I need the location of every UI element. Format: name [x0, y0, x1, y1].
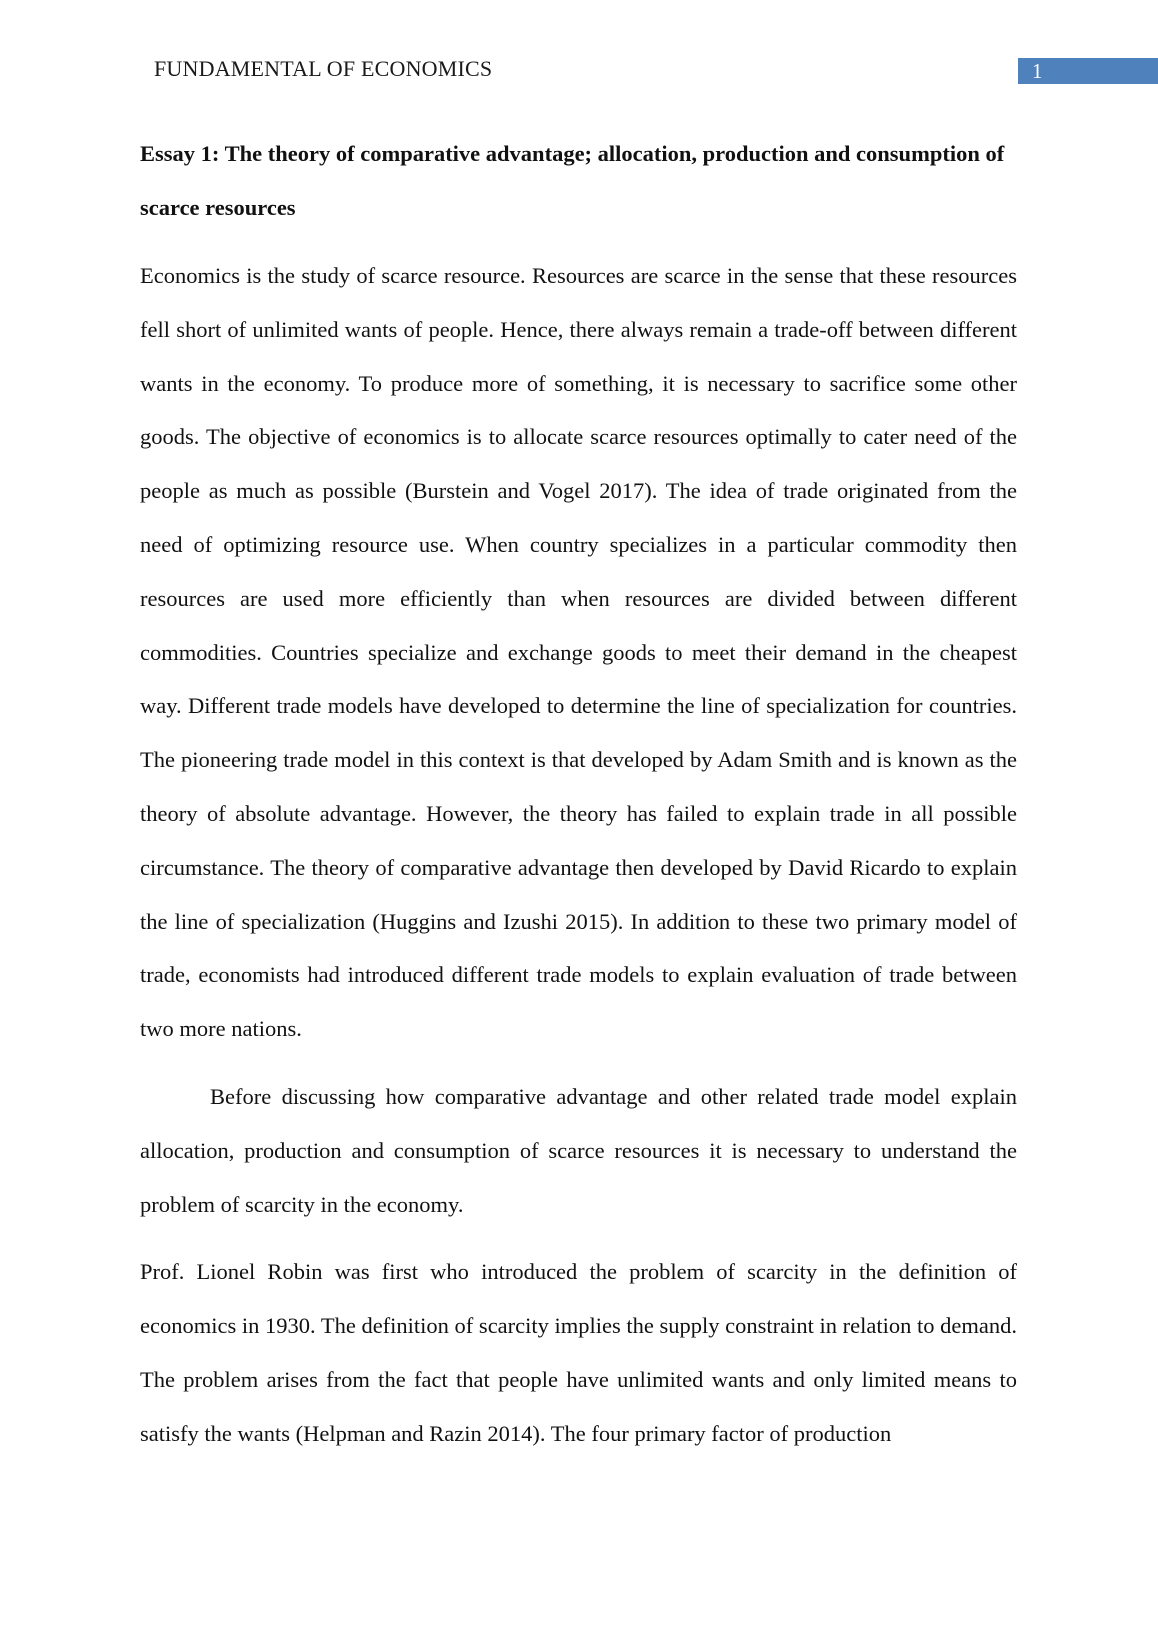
running-head: FUNDAMENTAL OF ECONOMICS [154, 56, 493, 81]
paragraph-intro: Economics is the study of scarce resource. Resources are scarce in the sense that these resources fell short of unlimited wants of people. Hence, there always remain a trade-off between different wants in the economy. To produce more of something, it is necessary to sacrifice some other goods. The objective of economics is to allocate scarce resources optimally to cater need of the people as much as possible (Burstein and Vogel 2017). The idea of trade originated from the need of optimizing resource use. When country specializes in a particular commodity then resources are used more efficiently than when resources are divided between different commodities. Countries specialize and exchange goods to meet their demand in the cheapest way. Different trade models have developed to determine the line of specialization for countries. The pioneering trade model in this context is that developed by Adam Smith and is known as the theory of absolute advantage. However, the theory has failed to explain trade in all possible circumstance. The theory of comparative advantage then developed by David Ricardo to explain the line of specialization (Huggins and Izushi 2015). In addition to these two primary model of trade, economists had introduced different trade models to explain evaluation of trade between two more nations. [140, 263, 1017, 1042]
paragraph-scarcity-transition: Before discussing how comparative advantage and other related trade model explain allocation, production and consumption of scarce resources it is necessary to understand the problem of scarcity in the economy. [140, 1083, 1017, 1217]
page-number: 1 [1032, 59, 1043, 83]
paragraph-robbins-definition: Prof. Lionel Robin was first who introduced the problem of scarcity in the definition of economics in 1930. The definition of scarcity implies the supply constraint in relation to demand. The problem arises from the fact that people have unlimited wants and only limited means to satisfy the wants (Helpman and Razin 2014). The four primary factor of production [140, 1259, 1017, 1446]
essay-body [140, 127, 1017, 1475]
page-number-bar [1018, 58, 1158, 84]
essay-title: Essay 1: The theory of comparative advantage; allocation, production and consumption of scarce resources [140, 141, 1005, 220]
